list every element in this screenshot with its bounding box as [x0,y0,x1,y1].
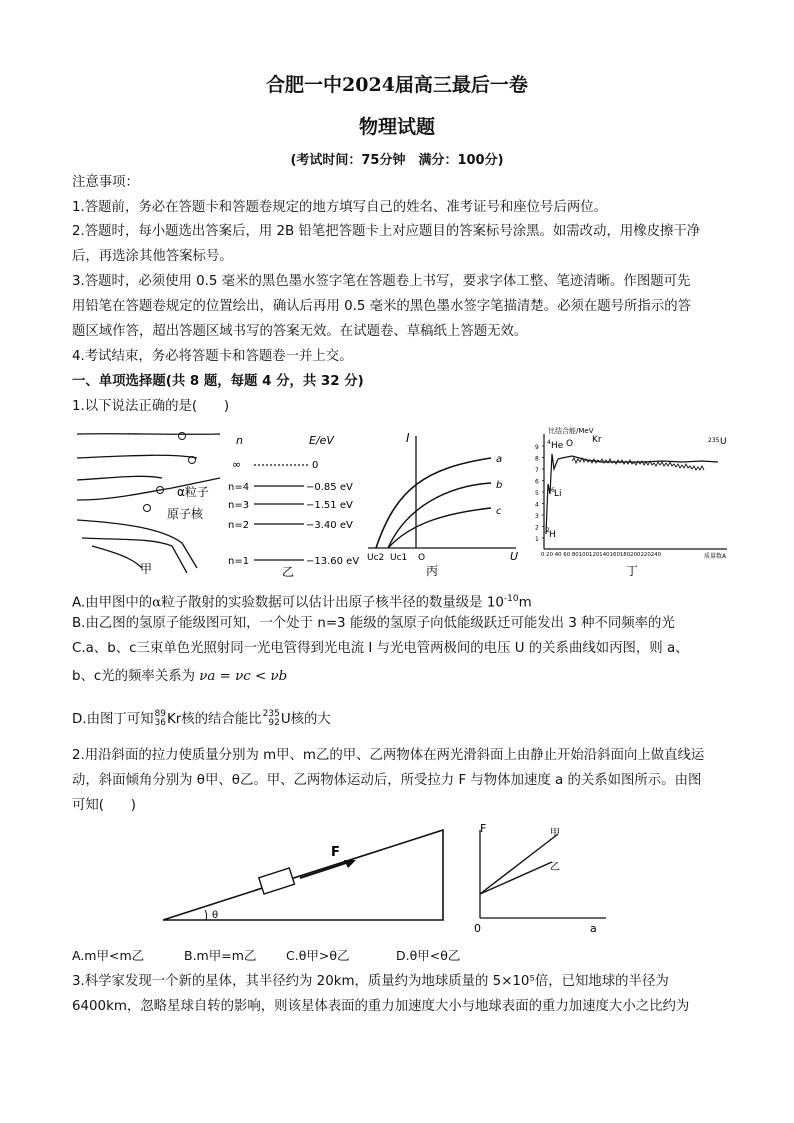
mass-number-ticks: 0 20 40 60 80100120140160180200220240 [541,552,662,558]
line-yi-label: 乙 [550,862,560,873]
figure-force-acceleration-graph [466,822,611,937]
q1-option-c-line-2: b、c光的频率关系为 νa = νc < νb [72,669,288,684]
line-jia-label: 甲 [550,828,560,839]
exam-info: (考试时间：75分钟 满分：100分) [290,153,504,168]
energy-level-n: n=1 [228,556,250,567]
q1-option-d: D.由图丁可知89 36Kr核的结合能比235 92U核的大 [72,709,331,728]
binding-energy-y-tick: 3 [535,513,539,520]
binding-energy-y-tick: 5 [535,490,539,497]
origin-label: O [418,553,426,563]
binding-energy-y-tick: 8 [535,455,539,463]
binding-energy-y-tick: 2 [535,524,539,532]
energy-axis-label: E/eV [309,434,334,447]
figure-caption-bing: 丙 [426,564,439,578]
energy-level-group [228,482,359,567]
graph-origin-label: 0 [474,922,481,935]
energy-level-value: −0.85 eV [306,482,353,493]
note-item-2-line-2: 后，再选涂其他答案标号。 [72,249,233,264]
n-axis-label: n [236,434,243,447]
uc2-label: Uc2 [367,553,385,563]
li-label: Li [554,489,562,499]
angle-label: θ [212,910,219,921]
note-item-2-line-1: 2.答题时，每小题选出答案后，用 2B 铅笔把答题卡上对应题目的答案标号涂黑。如需改动，用橡皮擦干净 [72,224,701,239]
infinity-label: ∞ [232,458,242,471]
figure-binding-energy [532,424,732,579]
force-label: F [331,845,340,860]
figure-caption-ding: 丁 [626,564,639,578]
nucleus-label: 原子核 [167,507,204,521]
figure-caption-jia: 甲 [140,562,153,576]
current-axis-label: I [406,431,410,445]
graph-force-axis-label: F [480,822,487,835]
q2-options [72,946,732,966]
q2-stem-line-1: 2.用沿斜面的拉力使质量分别为 m甲、m乙的甲、乙两物体在两光滑斜面上由静止开始沿斜面向上做直线运 [72,748,705,763]
energy-level-n: n=3 [228,500,250,511]
curve-c-label: c [496,506,502,517]
q3-stem-line-2: 6400km，忽略星球自转的影响，则该星体表面的重力加速度大小与地球表面的重力加速度大小之比约为 [72,999,690,1014]
note-item-3-line-3: 题区域作答，超出答题区域书写的答案无效。在试题卷、草稿纸上答题无效。 [72,324,528,339]
binding-energy-y-tick: 6 [535,478,539,486]
note-item-4: 4.考试结束，务必将答题卡和答题卷一并上交。 [72,349,353,364]
figure-incline [160,826,445,926]
energy-level-value: −1.51 eV [306,500,353,511]
notes-heading: 注意事项： [72,175,139,190]
binding-energy-y-tick: 4 [535,501,539,509]
section-heading: 一、单项选择题(共 8 题，每题 4 分，共 32 分) [72,374,364,389]
energy-level-value: −13.60 eV [306,556,360,567]
he-label: He [551,441,564,451]
energy-level-n: n=4 [228,482,250,493]
q2-stem-line-3: 可知( ) [72,798,137,813]
h-label: H [549,530,556,540]
note-item-3-line-1: 3.答题时，必须使用 0.5 毫米的黑色墨水签字笔在答题卷上书写，要求字体工整、笔迹清晰。作图题可先 [72,274,691,289]
note-item-1: 1.答题前，务必在答题卡和答题卷规定的地方填写自己的姓名、准考证号和座位号后两位。 [72,200,608,215]
figure-photoelectric-curves [366,428,521,578]
kr-label: Kr [592,435,602,445]
energy-level-value: −3.40 eV [306,520,353,531]
curve-b-label: b [496,480,503,491]
u-mass: 235 [708,437,720,444]
binding-energy-y-tick: 7 [535,467,539,474]
binding-energy-y-tick: 9 [535,444,539,451]
voltage-axis-label: U [510,550,519,563]
y-tick-group [535,444,544,543]
infinity-energy-value: 0 [312,460,319,471]
q1-option-c-line-1: C.a、b、c三束单色光照射同一光电管得到光电流 I 与光电管两极间的电压 U 的关系曲线如丙图，则 a、 [72,641,689,656]
curve-a-label: a [496,454,503,465]
school-title: 合肥一中2024届高三最后一卷 [266,74,528,96]
q1-option-a: A.由甲图中的α粒子散射的实验数据可以估计出原子核半径的数量级是 $10^{-10}m$ [72,594,532,611]
o-label: O [566,439,574,449]
mass-number-axis-label: 质量数A [704,553,727,560]
binding-energy-y-tick: 1 [535,536,539,543]
figure-energy-levels [226,430,366,580]
figure-alpha-scattering [72,428,222,576]
q1-option-b: B.由乙图的氢原子能级图可知，一个处于 n=3 能级的氢原子向低能级跃迁可能发出 3 种不同频率的光 [72,616,675,631]
q2-stem-line-2: 动，斜面倾角分别为 θ甲、θ乙。甲、乙两物体运动后，所受拉力 F 与物体加速度 a 的关系如图所示。由图 [72,773,702,788]
h-mass: 2 [546,527,550,534]
note-item-3-line-2: 用铅笔在答题卷规定的位置绘出，确认后再用 0.5 毫米的黑色墨水签字笔描清楚。必须在题号所指示的答 [72,299,691,314]
graph-acceleration-axis-label: a [590,922,597,935]
he-mass: 4 [547,439,551,446]
q2-option-b: B.m甲=m乙 [184,948,257,963]
uc1-label: Uc1 [390,553,408,563]
energy-level-n: n=2 [228,520,250,531]
binding-energy-axis-label: 比结合能/MeV [548,427,594,435]
q1-stem: 1.以下说法正确的是( ) [72,399,230,414]
q2-option-a: A.m甲<m乙 [72,948,145,963]
figure-caption-yi: 乙 [282,565,295,579]
subject-title: 物理试题 [358,116,435,138]
li-mass: 6 [551,487,555,494]
q2-option-d: D.θ甲<θ乙 [396,948,461,963]
q2-option-c: C.θ甲>θ乙 [286,948,350,963]
q3-stem-line-1: 3.科学家发现一个新的星体，其半径约为 20km，质量约为地球质量的 5×10⁵倍，已知地球的半径为 [72,974,669,989]
u-label: U [720,437,727,447]
alpha-particle-label: α粒子 [177,485,209,499]
